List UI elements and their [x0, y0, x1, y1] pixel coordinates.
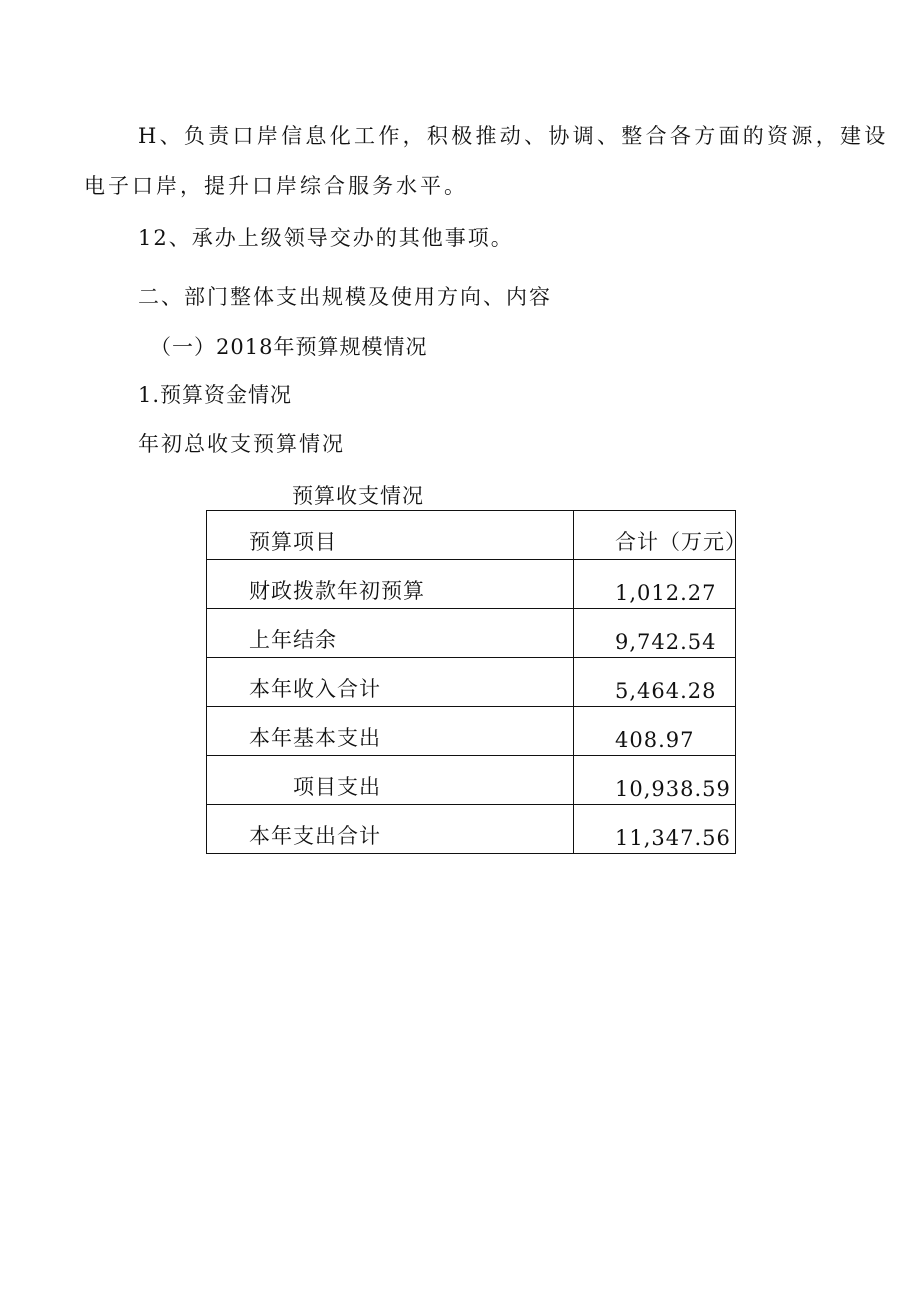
row-item-cell: 上年结余	[207, 609, 574, 658]
header-item-cell: 预算项目	[207, 511, 574, 560]
table-row	[207, 658, 736, 707]
table-subtitle: 年初总收支预算情况	[138, 432, 345, 456]
table-row	[207, 805, 736, 854]
table-row	[207, 609, 736, 658]
row-item-cell: 本年支出合计	[207, 805, 574, 854]
table-header-row	[207, 511, 736, 560]
section-heading: 二、部门整体支出规模及使用方向、内容	[138, 285, 552, 309]
row-amount-cell: 1,012.27	[574, 560, 736, 609]
budget-table	[206, 510, 747, 854]
table-row	[207, 756, 736, 805]
point-heading: 1.预算资金情况	[138, 383, 293, 407]
table-row	[207, 707, 736, 756]
row-item-cell: 财政拨款年初预算	[207, 560, 574, 609]
row-item-cell: 本年收入合计	[207, 658, 574, 707]
row-amount-cell: 408.97	[574, 707, 736, 756]
row-item-cell: 本年基本支出	[207, 707, 574, 756]
table-row	[207, 560, 736, 609]
paragraph-item11-line1: H、负责口岸信息化工作，积极推动、协调、整合各方面的资源，建设	[138, 124, 889, 148]
row-amount-cell: 9,742.54	[574, 609, 736, 658]
row-amount-cell: 10,938.59	[574, 756, 736, 805]
row-item-cell: 项目支出	[207, 756, 574, 805]
table-caption: 预算收支情况	[292, 484, 424, 508]
header-amount-cell: 合计（万元）	[574, 511, 736, 560]
paragraph-item11-line2: 电子口岸，提升口岸综合服务水平。	[84, 174, 468, 198]
paragraph-item12: 12、承办上级领导交办的其他事项。	[138, 226, 514, 250]
subsection-heading: （一）2018年预算规模情况	[150, 335, 428, 359]
row-amount-cell: 5,464.28	[574, 658, 736, 707]
row-amount-cell: 11,347.56	[574, 805, 736, 854]
